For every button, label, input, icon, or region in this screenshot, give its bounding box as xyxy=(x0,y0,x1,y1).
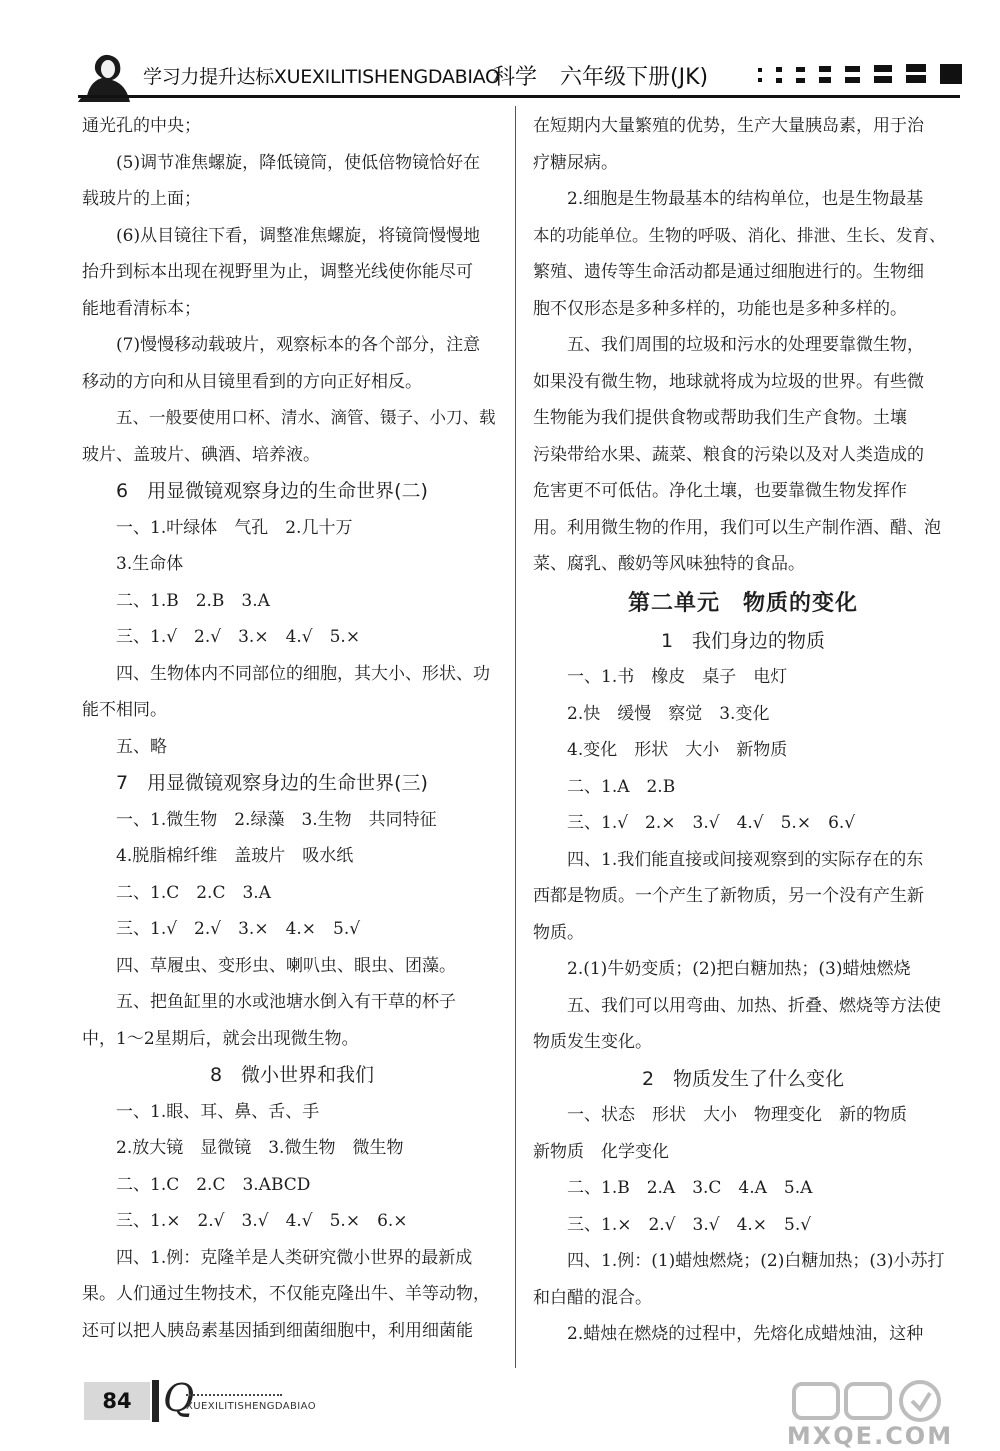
right-text-line: 物质。 xyxy=(533,922,584,943)
watermark-logo xyxy=(780,1378,960,1448)
left-text-line: 五、把鱼缸里的水或池塘水倒入有干草的杯子 xyxy=(116,992,456,1012)
right-text-line: 和白醋的混合。 xyxy=(533,1287,652,1308)
right-text-line: 污染带给水果、蔬菜、粮食的污染以及对人类造成的 xyxy=(533,444,924,465)
right-text-line: 危害更不可低估。净化土壤，也要靠微生物发挥作 xyxy=(533,481,907,501)
right-section-heading: 2 物质发生了什么变化 xyxy=(641,1067,845,1090)
right-text-line: 如果没有微生物，地球就将成为垃圾的世界。有些微 xyxy=(533,371,924,392)
footer-logo-text: XUEXILITISHENGDABIAO xyxy=(186,1401,316,1412)
left-text-line: 中，1～2星期后，就会出现微生物。 xyxy=(82,1028,359,1049)
left-text-line: 二、1.B 2.B 3.A xyxy=(116,590,270,611)
grade-label: 六年级下册(JK) xyxy=(560,65,709,90)
left-text-line: 能地看清标本； xyxy=(82,298,201,319)
page-number: 84 xyxy=(84,1382,150,1420)
left-text-line: 一、1.叶绿体 气孔 2.几十万 xyxy=(116,517,353,538)
left-text-line: 五、略 xyxy=(116,736,167,757)
left-column xyxy=(82,108,502,1349)
left-text-line: 移动的方向和从目镜里看到的方向正好相反。 xyxy=(82,371,422,392)
left-text-line: 抬升到标本出现在视野里为止，调整光线使你能尽可 xyxy=(82,262,473,282)
left-text-line: (7)慢慢移动载玻片，观察标本的各个部分，注意 xyxy=(116,335,481,355)
right-text-line: 2.快 缓慢 察觉 3.变化 xyxy=(567,703,770,724)
right-text-line: 三、1.√ 2.× 3.√ 4.√ 5.× 6.√ xyxy=(567,813,856,833)
left-text-line: 三、1.× 2.√ 3.√ 4.√ 5.× 6.× xyxy=(116,1211,408,1231)
right-text-line: 繁殖、遗传等生命活动都是通过细胞进行的。生物细 xyxy=(533,262,924,282)
right-text-line: 2.蜡烛在燃烧的过程中，先熔化成蜡烛油，这种 xyxy=(567,1324,924,1344)
left-text-line: 四、生物体内不同部位的细胞，其大小、形状、功 xyxy=(116,663,490,684)
right-section-heading: 1 我们身边的物质 xyxy=(660,629,826,652)
left-text-line: 二、1.C 2.C 3.ABCD xyxy=(116,1174,311,1195)
left-text-line: 果。人们通过生物技术，不仅能克隆出牛、羊等动物， xyxy=(82,1284,490,1304)
right-text-line: 五、我们周围的垃圾和污水的处理要靠微生物， xyxy=(567,335,924,355)
right-text-line: 四、1.我们能直接或间接观察到的实际存在的东 xyxy=(567,849,924,870)
right-text-line: 三、1.× 2.√ 3.√ 4.× 5.√ xyxy=(567,1214,812,1235)
subject-label: 科学 xyxy=(493,65,538,90)
right-text-line: 2.细胞是生物最基本的结构单位，也是生物最基 xyxy=(567,189,924,209)
right-text-line: 西都是物质。一个产生了新物质，另一个没有产生新 xyxy=(533,886,924,906)
left-section-heading: 7 用显微镜观察身边的生命世界(三) xyxy=(116,772,428,794)
page-header xyxy=(0,0,1000,100)
right-text-line: 二、1.A 2.B xyxy=(567,776,676,797)
left-text-line: 载玻片的上面； xyxy=(82,189,201,209)
right-text-line: 四、1.例：(1)蜡烛燃烧；(2)白糖加热；(3)小苏打 xyxy=(567,1251,945,1271)
right-text-line: 一、1.书 橡皮 桌子 电灯 xyxy=(567,667,788,687)
right-text-line: 新物质 化学变化 xyxy=(533,1141,669,1162)
right-text-line: 在短期内大量繁殖的优势，生产大量胰岛素，用于治 xyxy=(533,116,924,136)
left-text-line: 通光孔的中央； xyxy=(82,116,201,136)
left-text-line: 一、1.眼、耳、鼻、舌、手 xyxy=(116,1101,320,1122)
left-text-line: 能不相同。 xyxy=(82,700,167,720)
book-series-title: 学习力提升达标XUEXILITISHENGDABIAO xyxy=(143,66,500,88)
header-rule xyxy=(78,95,960,98)
left-text-line: 二、1.C 2.C 3.A xyxy=(116,882,271,903)
left-section-heading: 6 用显微镜观察身边的生命世界(二) xyxy=(116,480,428,502)
left-text-line: 四、1.例：克隆羊是人类研究微小世界的最新成 xyxy=(116,1247,473,1268)
left-text-line: 五、一般要使用口杯、清水、滴管、镊子、小刀、载 xyxy=(116,408,496,427)
unit-heading: 第二单元 物质的变化 xyxy=(627,589,858,616)
left-text-line: (6)从目镜往下看，调整准焦螺旋，将镜筒慢慢地 xyxy=(116,225,481,246)
left-text-line: 玻片、盖玻片、碘酒、培养液。 xyxy=(82,444,320,465)
left-text-line: 一、1.微生物 2.绿藻 3.生物 共同特征 xyxy=(116,809,437,830)
watermark-badge-icon xyxy=(780,1378,960,1424)
footer-dotted-rule xyxy=(186,1394,282,1396)
right-text-line: 五、我们可以用弯曲、加热、折叠、燃烧等方法使 xyxy=(567,995,941,1016)
right-text-line: 2.(1)牛奶变质；(2)把白糖加热；(3)蜡烛燃烧 xyxy=(567,959,911,979)
right-text-line: 菜、腐乳、酸奶等风味独特的食品。 xyxy=(533,554,805,574)
watermark-text: MXQE.COM xyxy=(786,1422,954,1450)
right-text-line: 生物能为我们提供食物或帮助我们生产食物。土壤 xyxy=(533,408,907,428)
left-text-line: 4.脱脂棉纤维 盖玻片 吸水纸 xyxy=(116,846,354,866)
left-text-line: 三、1.√ 2.√ 3.× 4.× 5.√ xyxy=(116,919,361,939)
right-text-line: 疗糖尿病。 xyxy=(533,152,618,173)
page-number-bar xyxy=(152,1380,159,1422)
right-text-line: 一、状态 形状 大小 物理变化 新的物质 xyxy=(567,1105,907,1125)
right-column xyxy=(533,108,953,1353)
left-section-heading: 8 微小世界和我们 xyxy=(209,1064,375,1086)
right-text-line: 物质发生变化。 xyxy=(533,1032,652,1052)
left-text-line: 2.放大镜 显微镜 3.微生物 微生物 xyxy=(116,1138,404,1158)
header-decor-blocks xyxy=(758,64,968,86)
left-text-line: (5)调节准焦螺旋，降低镜筒，使低倍物镜恰好在 xyxy=(116,152,481,173)
left-text-line: 三、1.√ 2.√ 3.× 4.√ 5.× xyxy=(116,627,361,647)
right-text-line: 本的功能单位。生物的呼吸、消化、排泄、生长、发育、 xyxy=(533,225,946,245)
right-text-line: 胞不仅形态是多种多样的，功能也是多种多样的。 xyxy=(533,298,907,319)
right-text-line: 4.变化 形状 大小 新物质 xyxy=(567,740,788,760)
left-text-line: 还可以把人胰岛素基因插到细菌细胞中，利用细菌能 xyxy=(82,1320,473,1341)
footer-logo-letter: Q xyxy=(163,1376,195,1420)
left-text-line: 3.生命体 xyxy=(116,554,184,574)
page-footer xyxy=(0,1370,1000,1451)
column-divider xyxy=(515,106,516,1368)
right-text-line: 用。利用微生物的作用，我们可以生产制作酒、醋、泡 xyxy=(533,517,941,538)
left-text-line: 四、草履虫、变形虫、喇叭虫、眼虫、团藻。 xyxy=(116,955,456,976)
right-text-line: 二、1.B 2.A 3.C 4.A 5.A xyxy=(567,1178,813,1198)
